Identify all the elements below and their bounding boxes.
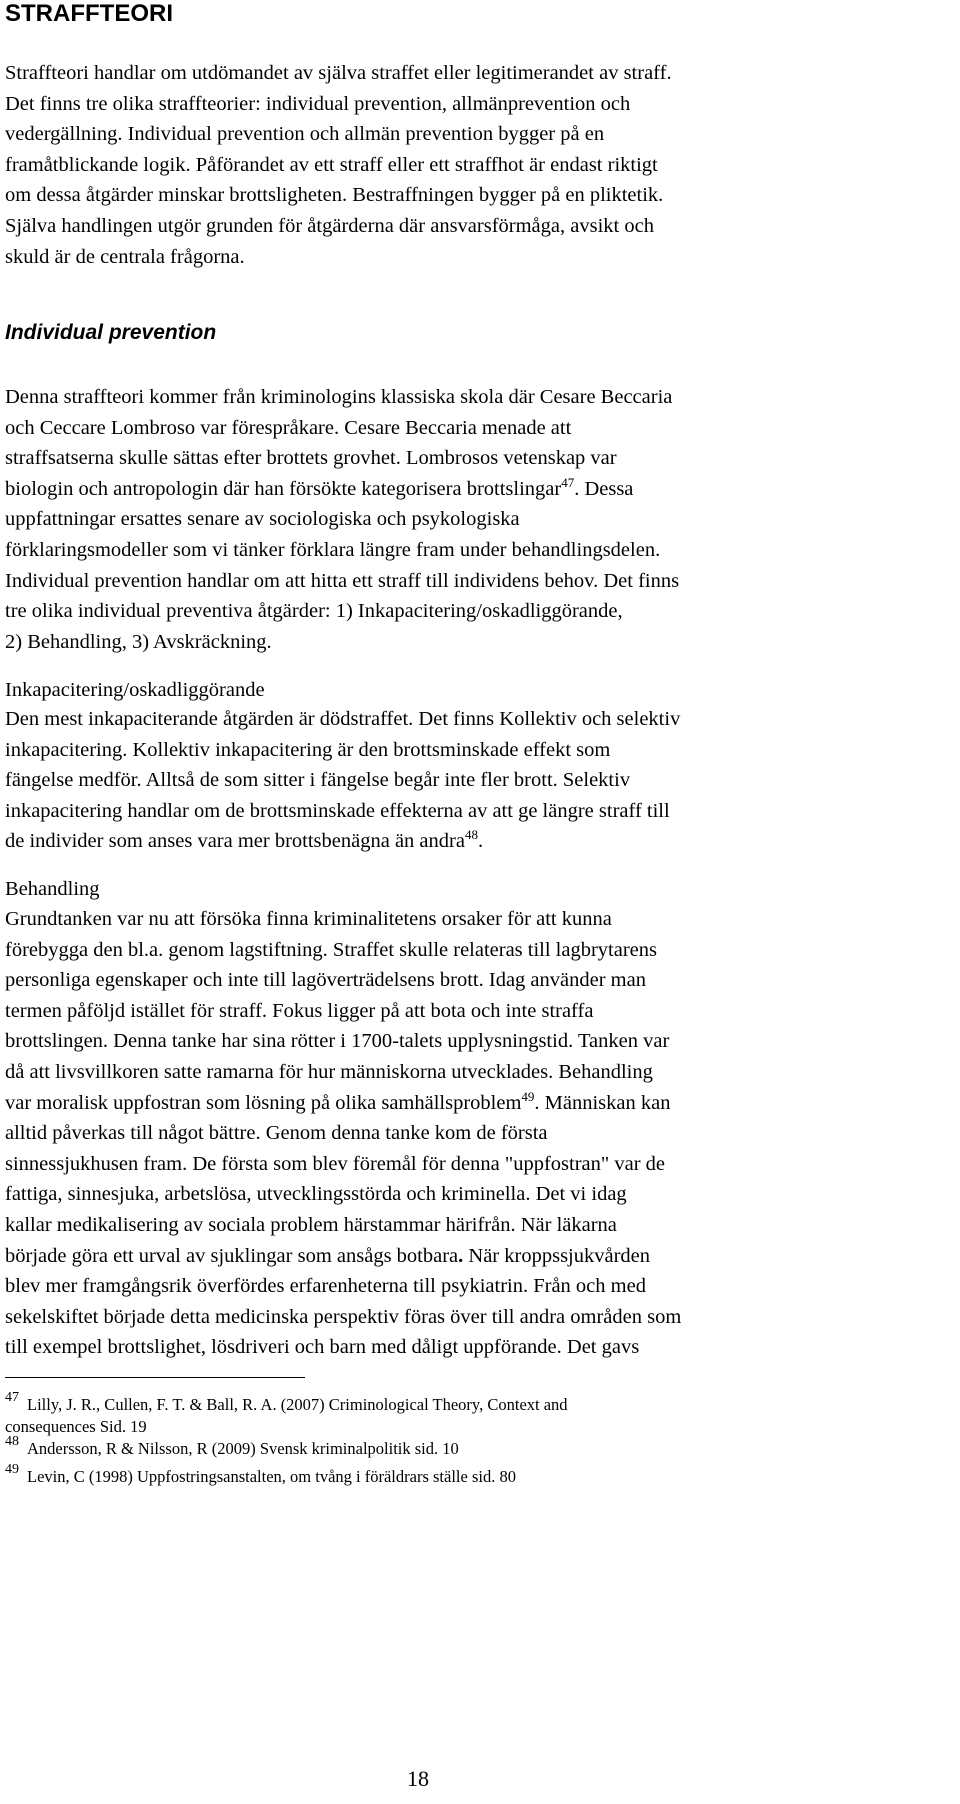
- paragraph-line: då att livsvillkoren satte ramarna för hur människorna utvecklades. Behandling: [5, 1060, 653, 1083]
- behandling-heading: Behandling: [5, 878, 100, 900]
- bold-period: .: [458, 1244, 464, 1267]
- paragraph-line: [5, 474, 945, 505]
- footnote-ref-47: 47: [561, 474, 575, 490]
- individual-prevention-paragraph: [5, 382, 945, 657]
- paragraph-line: blev mer framgångsrik överfördes erfarenheterna till psykiatrin. Från och med: [5, 1275, 646, 1298]
- paragraph-line: uppfattningar ersattes senare av sociologiska och psykologiska: [5, 508, 520, 531]
- line-text: började göra ett urval av sjuklingar som ansågs botbara: [5, 1244, 459, 1267]
- intro-line: vedergällning. Individual prevention och allmän prevention bygger på en: [5, 123, 605, 146]
- line-text: .: [477, 830, 484, 853]
- paragraph-line: Denna straffteori kommer från kriminologins klassiska skola där Cesare Beccaria: [5, 386, 673, 408]
- footnote-separator: [5, 1377, 305, 1378]
- behandling-paragraph: [5, 904, 945, 1363]
- paragraph-line: alltid påverkas till något bättre. Genom denna tanke kom de första: [5, 1122, 548, 1145]
- paragraph-line: sinnessjukhusen fram. De första som blev föremål för denna "uppfostran" var de: [5, 1152, 666, 1175]
- paragraph-line: till exempel brottslighet, lösdriveri och barn med dåligt uppförande. Det gavs: [5, 1336, 640, 1359]
- paragraph-line: [5, 1088, 945, 1119]
- paragraph-line: fängelse medför. Alltså de som sitter i fängelse begår inte fler brott. Selektiv: [5, 769, 631, 792]
- section-subheading: Individual prevention: [5, 321, 217, 344]
- paragraph-line: inkapacitering handlar om de brottsminskade effekterna av att ge längre straff till: [5, 799, 670, 822]
- paragraph-line: sekelskiftet började detta medicinska perspektiv föras över till andra områden som: [5, 1305, 682, 1328]
- paragraph-line: tre olika individual preventiva åtgärder: 1) Inkapacitering/oskadliggörande,: [5, 600, 623, 623]
- footnote-number: 48: [5, 1434, 19, 1449]
- line-text: var moralisk uppfostran som lösning på olika samhällsproblem: [5, 1091, 522, 1114]
- inkapacitering-heading: Inkapacitering/oskadliggörande: [5, 679, 265, 701]
- footnote-48: [5, 1434, 459, 1460]
- footnote-47-continued: consequences Sid. 19: [5, 1417, 147, 1436]
- footnote-47: [5, 1390, 568, 1416]
- paragraph-line: inkapacitering. Kollektiv inkapacitering är den brottsminskade effekt som: [5, 738, 611, 761]
- footnote-number: 47: [5, 1390, 19, 1405]
- page-heading: STRAFFTEORI: [5, 0, 173, 27]
- footnote-text: Lilly, J. R., Cullen, F. T. & Ball, R. A. (2007) Criminological Theory, Context and: [27, 1395, 568, 1414]
- paragraph-line: förebygga den bl.a. genom lagstiftning. Straffet skulle relateras till lagbrytarens: [5, 938, 658, 961]
- line-text: . Människan kan: [534, 1091, 671, 1114]
- line-text: biologin och antropologin där han försökte kategorisera brottslingar: [5, 477, 562, 500]
- paragraph-line: 2) Behandling, 3) Avskräckning.: [5, 630, 272, 653]
- footnote-ref-48: 48: [464, 827, 478, 843]
- paragraph-line: Grundtanken var nu att försöka finna kriminalitetens orsaker för att kunna: [5, 908, 612, 930]
- paragraph-line: Individual prevention handlar om att hitta ett straff till individens behov. Det finns: [5, 569, 680, 592]
- intro-line: Det finns tre olika straffteorier: individual prevention, allmänprevention och: [5, 92, 631, 115]
- inkapacitering-paragraph: [5, 704, 945, 857]
- footnote-text: Andersson, R & Nilsson, R (2009) Svensk kriminalpolitik sid. 10: [27, 1439, 459, 1458]
- footnote-ref-49: 49: [521, 1088, 535, 1104]
- intro-paragraph: [5, 58, 945, 272]
- line-text: . Dessa: [574, 477, 634, 500]
- footnote-text: Levin, C (1998) Uppfostringsanstalten, om tvång i föräldrars ställe sid. 80: [27, 1467, 516, 1486]
- paragraph-line: Den mest inkapaciterande åtgärden är dödstraffet. Det finns Kollektiv och selektiv: [5, 708, 681, 730]
- paragraph-line: förklaringsmodeller som vi tänker förklara längre fram under behandlingsdelen.: [5, 538, 661, 561]
- footnote-number: 49: [5, 1462, 19, 1477]
- paragraph-line: [5, 826, 945, 857]
- paragraph-line: termen påföljd istället för straff. Fokus ligger på att bota och inte straffa: [5, 999, 594, 1022]
- intro-line: Själva handlingen utgör grunden för åtgärderna där ansvarsförmåga, avsikt och: [5, 214, 654, 237]
- intro-line: Straffteori handlar om utdömandet av själva straffet eller legitimerandet av straff.: [5, 62, 672, 84]
- paragraph-line: fattiga, sinnesjuka, arbetslösa, utvecklingsstörda och kriminella. Det vi idag: [5, 1183, 627, 1206]
- footnote-49: [5, 1462, 516, 1488]
- paragraph-line: brottslingen. Denna tanke har sina rötter i 1700-talets upplysningstid. Tanken var: [5, 1030, 670, 1053]
- intro-line: om dessa åtgärder minskar brottsligheten. Bestraffningen bygger på en pliktetik.: [5, 184, 664, 207]
- paragraph-line: [5, 1241, 945, 1272]
- intro-line: skuld är de centrala frågorna.: [5, 245, 245, 268]
- line-text: När kroppssjukvården: [463, 1244, 651, 1267]
- intro-line: framåtblickande logik. Påförandet av ett straff eller ett straffhot är endast riktigt: [5, 153, 658, 176]
- paragraph-line: och Ceccare Lombroso var förespråkare. Cesare Beccaria menade att: [5, 416, 572, 439]
- line-text: de individer som anses vara mer brottsbenägna än andra: [5, 830, 465, 853]
- paragraph-line: straffsatserna skulle sättas efter brottets grovhet. Lombrosos vetenskap var: [5, 447, 617, 470]
- page-number: 18: [407, 1766, 429, 1791]
- paragraph-line: kallar medikalisering av sociala problem härstammar härifrån. När läkarna: [5, 1213, 617, 1236]
- paragraph-line: personliga egenskaper och inte till lagöverträdelsens brott. Idag använder man: [5, 969, 646, 992]
